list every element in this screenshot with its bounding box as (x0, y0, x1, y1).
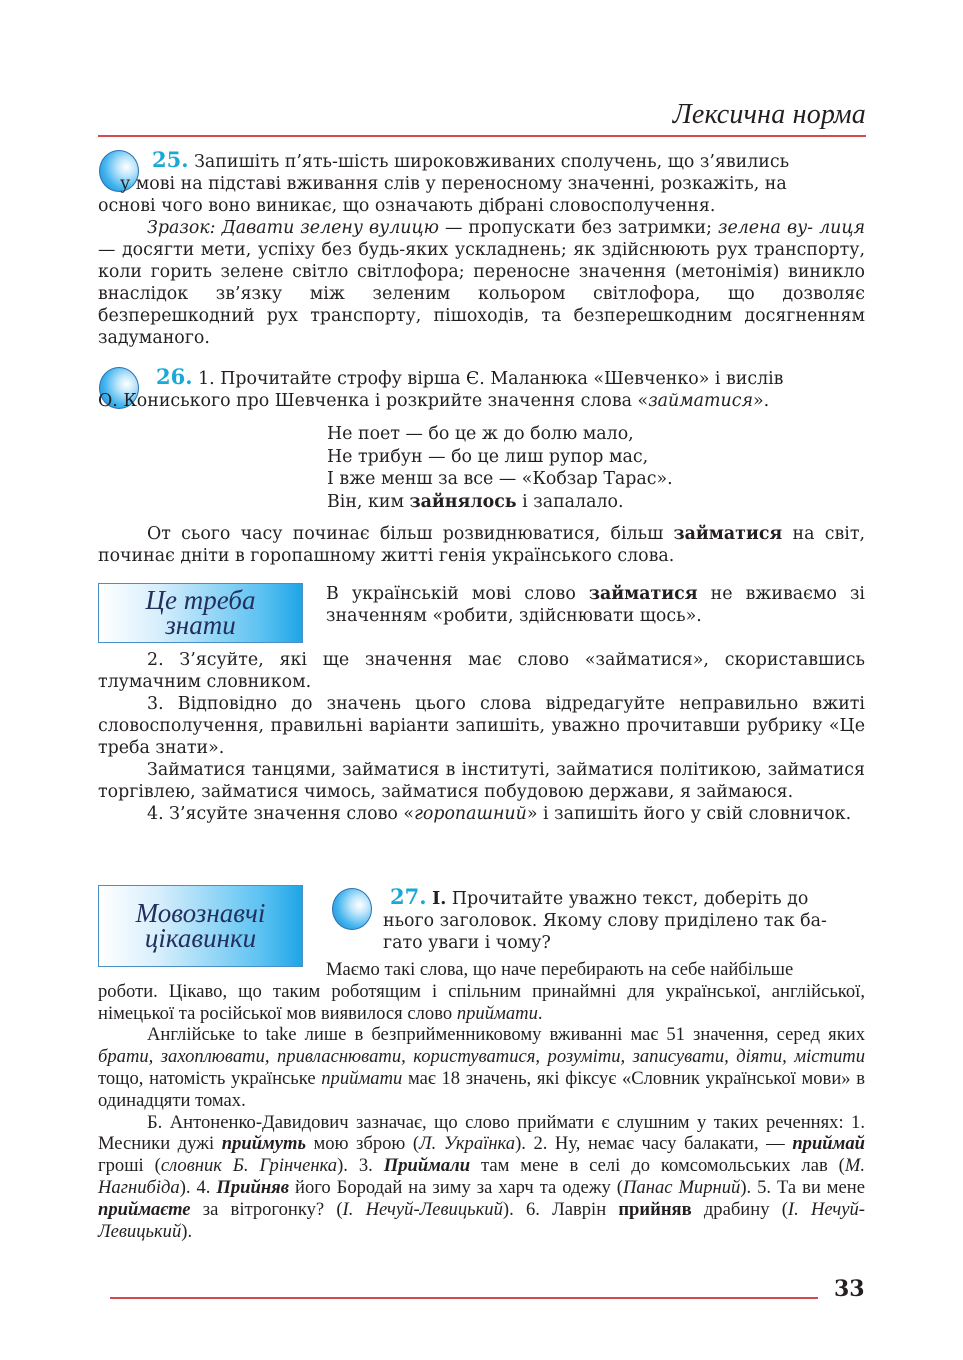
example-phrase-3: лиця (819, 218, 865, 238)
example-text-2: — досягти мети, успіху без будь-яких ускладнень; як здійснюють рух транспорту, коли горить зелене світло світлофора; переносне значення (метонімія) виникло внаслідок зв’язку між зеленим кольором світлофора, що дозволяє безперешкодний рух транспорту, пішоходів, та безперешкодним досягненням задуманого. (98, 240, 865, 348)
text-p3-bold-1: приймуть (221, 1133, 307, 1155)
text-p3-bold-5: приймаєте (98, 1198, 191, 1220)
note-keyword: займатися (588, 584, 698, 604)
text-p3-n: ). (181, 1220, 193, 1242)
header-rule (98, 135, 866, 137)
text-p1-word: приймати (456, 1002, 538, 1024)
text-p3 (98, 1112, 865, 1243)
exercise-27-text (98, 959, 865, 1242)
poem-line-3: І вже менш за все — «Кобзар Тарас». (327, 469, 673, 489)
text-p3-author-5: І. Нечуй-Левицький (342, 1198, 503, 1220)
note-box-2-title-line2: цікавинки (144, 923, 257, 953)
exercise-25-line2: у мові на підставі вживання слів у переносному значенні, розкажіть, на (120, 174, 787, 194)
exercise-26-line2-text: О. Кониського про Шевченка і розкрийте значення слова « (98, 391, 649, 411)
text-p3-k: за вітрогонку? ( (190, 1198, 343, 1220)
note-box-title-line2: знати (165, 610, 236, 640)
note-box-2-title-line1: Мовознавчі (135, 898, 266, 928)
text-p2-word: приймати (321, 1067, 403, 1089)
example-label: Зразок: (147, 218, 216, 238)
text-p3-l: ). 6. Лаврін (502, 1198, 619, 1220)
task-4-start: 4. З’ясуйте значення слово « (147, 804, 415, 824)
text-p1-end: . (537, 1002, 543, 1024)
exercise-27-line1: Прочитайте уважно текст, доберіть до (451, 889, 809, 909)
exercise-26 (98, 366, 865, 412)
note-box-text (326, 583, 865, 627)
example-text: — пропускати без затримки; (438, 218, 718, 238)
quote-text-end: на світ, починає дніти в горопашному житті генія українського слова. (98, 524, 865, 566)
exercise-26-keyword: займатися (648, 391, 753, 411)
poem-line-4-end: і запалало. (516, 491, 624, 512)
task-2: 2. З’ясуйте, які ще значення має слово «займатися», скориставшись тлумачним словником. (98, 650, 865, 692)
text-p3-d: ). 2. Ну, немає часу балакати, — (515, 1133, 793, 1155)
example-phrase: Давати зелену вулицю (221, 218, 439, 238)
text-p3-author-2: словник Б. Грінченка (160, 1155, 338, 1177)
task-4-end: » і запишіть його у свій словничок. (526, 804, 852, 824)
exercise-26-line2 (98, 390, 865, 412)
text-p2 (98, 1024, 865, 1111)
text-p3-bold-3: Приймали (383, 1155, 471, 1177)
poem-stanza (327, 423, 673, 513)
note-box-linguistic-curiosities (98, 885, 303, 967)
note-text-end: не вживаємо зі значенням «робити, здійснювати щось». (326, 584, 865, 626)
text-p3-author-3: М. Нагнибіда (98, 1155, 865, 1198)
text-p3-c: мою зброю ( (306, 1133, 420, 1155)
text-p3-j: ). 5. Та ви мене (740, 1176, 865, 1198)
text-p1-rest (98, 981, 865, 1025)
poem-line-4 (327, 491, 673, 514)
poem-line-2: Не трибун — бо це лиш рупор мас, (327, 446, 649, 467)
poem-line-1: Не поет — бо це ж до болю мало, (327, 424, 634, 444)
exercise-25-number: 25. (152, 147, 189, 172)
text-p3-author-1: Л. Українка (419, 1133, 516, 1155)
page-number: 33 (834, 1276, 865, 1302)
text-p2-mid: тощо, натомість українське (98, 1067, 322, 1089)
task-4 (98, 803, 865, 825)
text-p3-a: Б. Антоненко-Давидович зазначає, що слово приймати є слушним у таких реченнях: 1. Месники дужі (98, 1111, 865, 1155)
note-box-must-know (98, 583, 303, 643)
exercise-25-line1: Запишіть п’ять-шість широковживаних сполучень, що з’явились (194, 152, 790, 172)
text-p3-bold-6: прийняв (618, 1198, 692, 1220)
text-p3-h: ). 4. (179, 1176, 217, 1198)
text-p2-end: має 18 значень, які фіксує «Словник української мови» в одинадцяти томах. (98, 1067, 865, 1111)
text-p3-bold-2: приймай (792, 1133, 866, 1155)
poem-line-4-start: Він, ким (327, 491, 410, 512)
quote-keyword: займатися (673, 524, 783, 544)
footer-rule (110, 1297, 818, 1299)
exercise-26-line1: 1. Прочитайте строфу вірша Є. Маланюка «Шевченко» і вислів (198, 369, 784, 389)
text-p2-start: Англійське to take лише в безприйменниковому вживанні має 51 значення, серед яких (147, 1024, 865, 1046)
text-p3-i: його Бородай на зиму за харч та одежу ( (289, 1176, 623, 1198)
text-p3-bold-4: Прийняв (216, 1176, 290, 1198)
running-title: Лексична норма (672, 99, 866, 130)
text-p3-m: драбину ( (691, 1198, 788, 1220)
text-p2-words: брати, захоплювати, привласнювати, користуватися, розуміти, записувати, діяти, містити (98, 1046, 865, 1068)
text-p3-author-6: І. Нечуй-Левицький (98, 1198, 865, 1242)
exercise-27-line3: гато уваги і чому? (383, 933, 551, 953)
exercise-27-part: I. (432, 889, 447, 909)
text-p1-rest-start: роботи. Цікаво, що таким роботящим і спільним принаймні для української, англійської, німецької та російської мов виявилося слово (98, 980, 865, 1024)
text-p3-e: гроші ( (98, 1155, 161, 1177)
exercise-25 (98, 149, 865, 349)
poem-keyword: зайнялось (409, 491, 517, 512)
konysky-quote (98, 523, 865, 567)
exercise-25-example (98, 217, 865, 349)
text-p3-f: ). 3. (337, 1155, 384, 1177)
task-4-word: горопашний (414, 804, 527, 824)
task-3-list: Займатися танцями, займатися в інституті, займатися політикою, займатися торгівлею, займатися чимось, займатися побудовою держави, я займаюся. (98, 760, 865, 802)
exercise-27-header (326, 886, 865, 954)
exercise-27-line2: нього заголовок. Якому слову приділено так ба- (383, 911, 827, 931)
example-phrase-2: зелена ву- (717, 218, 814, 238)
exercise-26-number: 26. (156, 364, 193, 389)
text-p1-first: Маємо такі слова, що наче перебирають на себе найбільше (326, 959, 794, 980)
text-p3-author-4: Панас Мирний (623, 1176, 741, 1198)
text-p3-g: там мене в селі до комсомольських лав ( (470, 1155, 845, 1177)
note-text-start: В українській мові слово (326, 584, 589, 604)
exercise-27-number: 27. (390, 884, 427, 909)
exercise-26-line2-end: ». (752, 391, 770, 411)
task-3: 3. Відповідно до значень цього слова відредагуйте неправильно вжиті словосполучення, правильні варіанти запишіть, уважно прочитавши рубрику «Це треба знати». (98, 694, 865, 758)
exercise-25-line3: основі чого воно виникає, що означають дібрані словосполучення. (98, 196, 716, 216)
quote-text-start: От сього часу починає більш розвиднюватися, більш (147, 524, 674, 544)
tasks (98, 649, 865, 825)
note-box-title-line1: Це треба (145, 585, 256, 615)
